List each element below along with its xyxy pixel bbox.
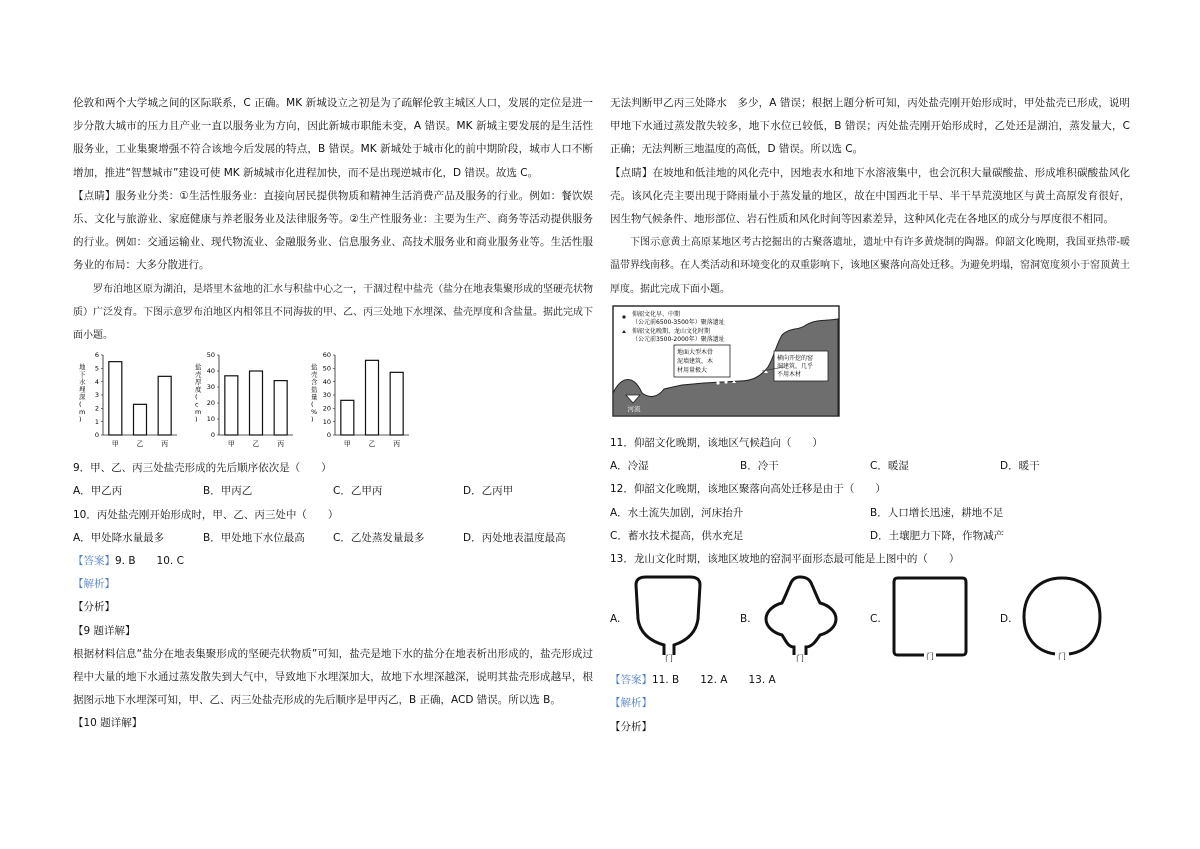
answer-text: 9. B 10. C [115, 555, 184, 568]
q9-option-a[interactable]: A．甲乙丙 [73, 485, 123, 498]
bar [274, 381, 287, 435]
q10-option-a[interactable]: A．甲处降水量最多 [73, 531, 165, 544]
question-10-options [73, 527, 593, 550]
y-tick-label: 4 [94, 378, 99, 387]
door-label-c: 门 [926, 652, 934, 662]
answer-line-9-10 [73, 550, 593, 573]
paragraph-loess-intro: 下图示意黄土高原某地区考古挖掘出的古聚落遗址，遗址中有许多黄烧制的陶器。仰韶文化晚期，我国亚热带-暖温带界线南移。在人类活动和环境变化的双重影响下，该地区聚落向高处迁移。为避免坍塌，窑洞宽度须小于窑顶黄土厚度。据此完成下面小题。 [610, 237, 1130, 295]
fenxi-heading: 【分析】 [73, 601, 115, 614]
q9-option-d[interactable]: D．乙丙甲 [463, 485, 514, 498]
q10-detail-heading: 【10 题详解】 [73, 717, 143, 730]
question-10: 10．丙处盐壳刚开始形成时，甲、乙、丙三处中（ ） [73, 508, 339, 521]
y-axis-label: 盐壳厚度( c m ) [195, 363, 202, 424]
q12-option-d[interactable]: D．土壤肥力下降，作物减产 [870, 529, 1005, 542]
box1-line1: 地面大型木骨 [677, 348, 714, 356]
y-tick-label: 6 [94, 351, 99, 360]
answer-text-2: 11. B 12. A 13. A [652, 674, 776, 687]
y-tick-label: 5 [94, 364, 99, 373]
question-13: 13．龙山文化时期，该地区坡地的窑洞平面形态最可能是上图中的（ ） [610, 553, 960, 566]
x-tick-label: 甲 [111, 440, 119, 449]
answer-line-11-13 [610, 669, 1130, 692]
box1-line3: 材用量极大 [677, 366, 708, 374]
door-label-a: 门 [665, 654, 673, 664]
q10-option-b[interactable]: B．甲处地下水位最高 [203, 531, 305, 544]
question-11-options [610, 455, 1130, 478]
x-tick-label: 乙 [136, 440, 144, 449]
y-tick-label: 0 [94, 431, 99, 440]
x-tick-label: 丙 [393, 440, 401, 449]
legend-1b: （公元前6500-3500年）聚落遗址 [632, 318, 725, 326]
shape-label-d: D. [1000, 612, 1012, 625]
paragraph-service-note: 【点睛】服务业分类：①生活性服务业：直接向居民提供物质和精神生活消费产品及服务的行业。例如：餐饮娱乐、文化与旅游业、家庭健康与养老服务业及法律服务等。②生产性服务业：主要为生产、商务等活动提供服务的行业。例如：交通运输业、现代物流业、金融服务业、信息服务业、高技术服务业和商业服务业等。生活性服务业的布局：大多分散进行。 [73, 189, 593, 272]
paragraph-weathering-note: 【点睛】在坡地和低洼地的风化壳中，因地表水和地下水溶液集中，也会沉积大量碳酸盐、形成堆积碳酸盐风化壳。该风化壳主要出现于降雨量小于蒸发量的地区，故在中国西北干旱、半干旱荒漠地区与黄土高原发育很好，因生物气候条件、地形部位、岩石性质和风化时间等因素差异，这种风化壳在各地区的成分与厚度很不相同。 [610, 166, 1130, 226]
q9-detail-heading: 【9 题详解】 [73, 624, 136, 637]
q11-option-b[interactable]: B．冷干 [740, 460, 779, 473]
x-tick-label: 乙 [252, 440, 260, 449]
bar [366, 361, 379, 436]
x-tick-label: 丙 [161, 440, 169, 449]
question-11: 11．仰韶文化晚期，该地区气候趋向（ ） [610, 437, 823, 450]
x-tick-label: 乙 [368, 440, 376, 449]
box2-line1: 横向开挖的窑 [777, 354, 814, 362]
cave-shape-a[interactable] [610, 575, 740, 663]
y-tick-label: 50 [206, 351, 215, 360]
paragraph-mk-answer: 伦敦和两个大学城之间的区际联系，C 正确。MK 新城设立之初是为了疏解伦敦主城区人口，发展的定位是进一步分散大城市的压力且产业一直以服务业为方向，因此新城市职能未变，A 错误。MK 新城主要发展的是生活性服务业，工业集聚增强不符合该地今后发展的特点，B 错误。MK 新城处于城市化的前中期阶段，城市人口不断增加，推进“智慧城市”建设可使 MK 新城城市化进程加快，而不是出现逆城市化，D 错误。故选 C。 [73, 97, 593, 179]
bar [134, 405, 147, 436]
cave-shape-b-drawing [760, 575, 844, 663]
bar [109, 362, 122, 435]
q9-option-c[interactable]: C．乙甲丙 [333, 485, 383, 498]
settlement-profile-diagram [612, 305, 840, 417]
y-tick-label: 0 [326, 431, 331, 440]
shape-label-c: C. [870, 612, 881, 625]
y-axis-label: 盐壳含盐量( % ) [311, 363, 318, 424]
legend-2a: 仰韶文化晚期、龙山文化时期 [632, 327, 711, 335]
door-label-d: 门 [1058, 652, 1066, 662]
question-9-options [73, 480, 593, 503]
y-tick-label: 1 [94, 418, 99, 427]
bar [225, 376, 238, 435]
cave-shape-c-drawing [890, 575, 974, 663]
answer-tag: 【答案】 [73, 555, 115, 568]
x-tick-label: 丙 [277, 440, 285, 449]
box1-line2: 泥墙建筑，木 [677, 357, 714, 365]
right-column [610, 92, 1130, 739]
y-tick-label: 2 [94, 404, 99, 413]
q11-option-a[interactable]: A．冷湿 [610, 460, 649, 473]
q10-option-c[interactable]: C．乙处蒸发量最多 [333, 531, 425, 544]
y-tick-label: 40 [322, 378, 331, 387]
door-label-b: 门 [796, 654, 804, 664]
analysis-tag: 【解析】 [73, 578, 115, 591]
q12-option-a[interactable]: A．水土流失加剧，河床抬升 [610, 506, 744, 519]
y-tick-label: 3 [94, 391, 99, 400]
question-12-options-row2 [610, 525, 1130, 548]
legend-1a: 仰韶文化早、中期 [632, 310, 681, 318]
legend-2b: （公元前3500-2000年）聚落遗址 [632, 335, 725, 343]
cave-shape-options [610, 575, 1130, 663]
box2-line2: 洞建筑，几乎 [777, 362, 814, 370]
left-column [73, 92, 593, 736]
q9-detail: 根据材料信息“盐分在地表集聚形成的坚硬壳状物质”可知，盐壳是地下水的盐分在地表析出形成的，盐壳形成过程中大量的地下水通过蒸发散失到大气中，导致地下水埋深加大，故地下水埋深越深，说明其盐壳形成越早，根据图示地下水埋深可知，甲、乙、丙三处盐壳形成的先后顺序是甲丙乙，B 正确，ACD 错误。所以选 B。 [73, 647, 593, 707]
cave-shape-a-drawing [630, 575, 714, 663]
y-tick-label: 30 [206, 383, 215, 392]
analysis-tag-2: 【解析】 [610, 697, 652, 710]
chart-salt-crust-thickness [189, 349, 299, 453]
y-tick-label: 60 [322, 351, 331, 360]
lop-nur-charts [73, 349, 593, 453]
cave-shape-b[interactable] [740, 575, 870, 663]
chart-groundwater-depth [73, 349, 183, 453]
fenxi-heading-2: 【分析】 [610, 720, 652, 733]
y-tick-label: 40 [206, 367, 215, 376]
q12-option-c[interactable]: C．蓄水技术提高，供水充足 [610, 529, 744, 542]
y-tick-label: 10 [322, 418, 331, 427]
shape-label-b: B. [740, 612, 751, 625]
paragraph-q10-analysis: 无法判断甲乙丙三处降水 多少，A 错误；根据上题分析可知，丙处盐壳刚开始形成时，甲处盐壳已形成，说明甲地下水通过蒸发散失较多，地下水位已较低，B 错误；丙处盐壳刚开始形成时，乙处还是湖泊，蒸发量大，C 正确；无法判断三地温度的高低，D 错误。所以选 C。 [610, 97, 1130, 156]
chart-salt-content [305, 349, 415, 453]
bar [390, 373, 403, 436]
cave-shape-c[interactable] [870, 575, 1000, 663]
y-tick-label: 0 [210, 431, 215, 440]
question-12-options-row1 [610, 502, 1130, 525]
loess-settlement-figure [612, 305, 1130, 426]
q12-option-b[interactable]: B．人口增长迅速，耕地不足 [870, 506, 1004, 519]
box2-line3: 不用木材 [777, 370, 802, 378]
paragraph-lop-nur-intro: 罗布泊地区原为湖泊，是塔里木盆地的汇水与积盐中心之一，干涸过程中盐壳（盐分在地表集聚形成的坚硬壳状物质）广泛发育。下图示意罗布泊地区内相邻且不同海拔的甲、乙、丙三处地下水埋深、盐壳厚度和含盐量。据此完成下面小题。 [73, 283, 593, 342]
q9-option-b[interactable]: B．甲丙乙 [203, 485, 253, 498]
bar [250, 371, 263, 435]
x-tick-label: 甲 [227, 440, 235, 449]
q11-option-c[interactable]: C．暖湿 [870, 460, 909, 473]
x-tick-label: 甲 [343, 440, 351, 449]
y-axis-label: 地下水埋深( m ) [79, 363, 86, 424]
question-12: 12．仰韶文化晚期，该地区聚落向高处迁移是由于（ ） [610, 483, 886, 496]
q10-option-d[interactable]: D．丙处地表温度最高 [463, 531, 566, 544]
y-tick-label: 20 [206, 399, 215, 408]
y-tick-label: 50 [322, 364, 331, 373]
q11-option-d[interactable]: D．暖干 [1000, 460, 1040, 473]
y-tick-label: 10 [206, 415, 215, 424]
shape-label-a: A. [610, 612, 621, 625]
answer-tag-2: 【答案】 [610, 674, 652, 687]
cave-shape-d-drawing [1020, 575, 1104, 663]
question-9: 9．甲、乙、丙三处盐壳形成的先后顺序依次是（ ） [73, 462, 332, 475]
cave-shape-d[interactable] [1000, 575, 1130, 663]
bar [341, 401, 354, 436]
y-tick-label: 20 [322, 404, 331, 413]
river-label: 河流 [627, 404, 641, 413]
y-tick-label: 30 [322, 391, 331, 400]
bar [158, 377, 171, 436]
